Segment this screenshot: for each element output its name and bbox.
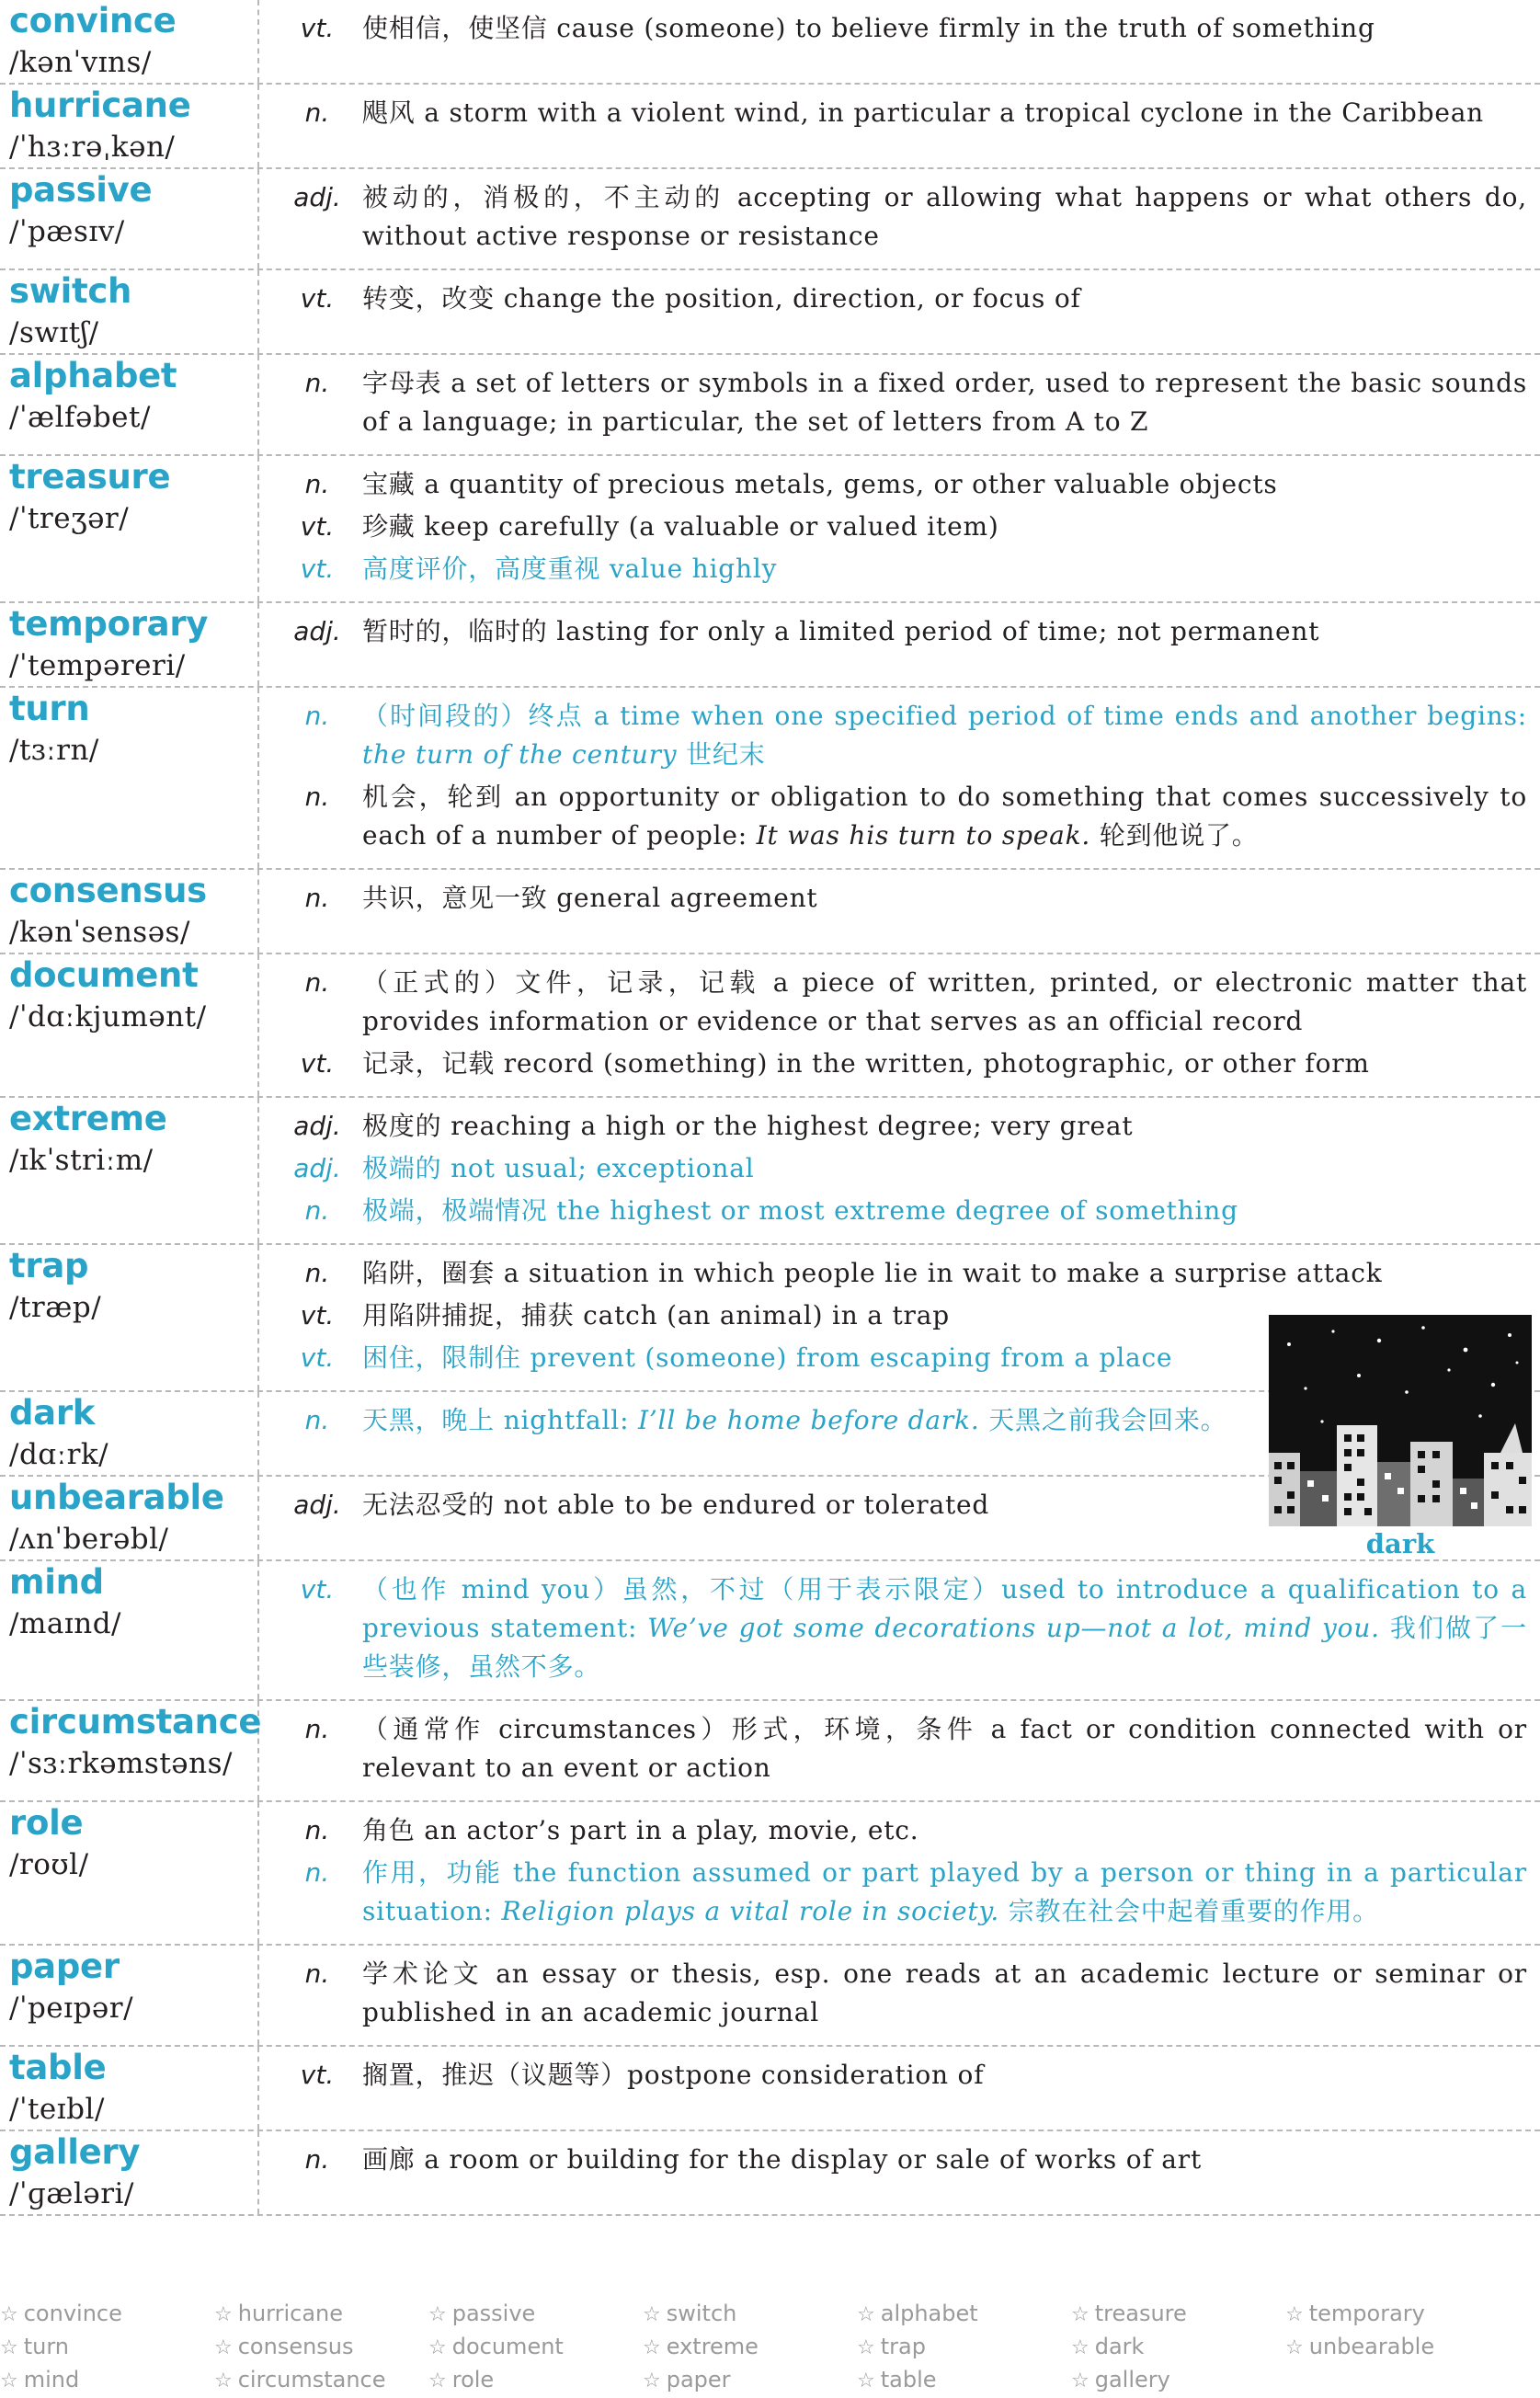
- definition: 极端的 not usual; exceptional: [362, 1153, 755, 1183]
- word-column: [0, 355, 259, 454]
- definition-column: [259, 1701, 1540, 1800]
- definition-column: [259, 270, 1540, 353]
- review-word: gallery: [1094, 2367, 1170, 2392]
- sense: [272, 2056, 1527, 2095]
- sense: [272, 280, 1527, 318]
- review-item: [1285, 2330, 1500, 2363]
- part-of-speech: adj.: [293, 1490, 341, 1520]
- phonetic: /ˈælfəbet/: [9, 401, 151, 434]
- definition: 极端，极端情况 the highest or most extreme degree of something: [362, 1195, 1238, 1226]
- phonetic: /træp/: [9, 1291, 102, 1324]
- word-column: [0, 2047, 259, 2130]
- entry-paper: [0, 1946, 1540, 2047]
- star-icon: ☆: [857, 2303, 875, 2326]
- headword: circumstance: [9, 1702, 262, 1741]
- review-item: [857, 2363, 1071, 2396]
- star-icon: ☆: [643, 2336, 661, 2359]
- part-of-speech: vt.: [300, 1048, 335, 1079]
- definition-column: [259, 954, 1540, 1096]
- entry-document: [0, 954, 1540, 1098]
- definition: 搁置，推迟（议题等）postpone consideration of: [362, 2060, 985, 2090]
- review-item: [428, 2363, 643, 2396]
- review-row: [0, 2363, 1540, 2396]
- definition-column: [259, 1802, 1540, 1944]
- definition: 被动的，消极的，不主动的 accepting or allowing what happens or what others do, without active response or resistance: [362, 182, 1527, 251]
- example-translation: 世纪末: [677, 739, 766, 770]
- headword: passive: [9, 170, 153, 210]
- review-item: [214, 2297, 428, 2330]
- part-of-speech: n.: [304, 701, 330, 731]
- phonetic: /swɪtʃ/: [9, 316, 99, 349]
- headword: document: [9, 955, 199, 995]
- definition-text: [362, 508, 1527, 546]
- definition-text: [362, 1710, 1527, 1787]
- star-icon: ☆: [643, 2303, 661, 2326]
- word-column: [0, 603, 259, 686]
- phonetic: /dɑːrk/: [9, 1438, 109, 1471]
- part-of-speech: n.: [304, 469, 330, 499]
- part-of-speech: n.: [304, 1405, 330, 1435]
- phonetic: /ˈpeɪpər/: [9, 1992, 134, 2025]
- dark-illustration: [1269, 1315, 1532, 1559]
- word-column: [0, 1802, 259, 1944]
- review-item: [1285, 2297, 1500, 2330]
- night-city-illustration: [1269, 1315, 1532, 1526]
- star-icon: ☆: [857, 2336, 875, 2359]
- review-word: treasure: [1094, 2301, 1187, 2326]
- entry-mind: [0, 1561, 1540, 1701]
- headword: turn: [9, 689, 90, 728]
- review-item: [0, 2297, 214, 2330]
- example-sentence: the turn of the century: [362, 739, 678, 770]
- definition: 无法忍受的 not able to be endured or tolerated: [362, 1490, 990, 1520]
- part-of-speech: n.: [304, 97, 330, 128]
- definition: 学术论文 an essay or thesis, esp. one reads at an academic lecture or seminar or published in an academic journal: [362, 1958, 1527, 2027]
- definition: 记录，记载 record (something) in the written, photographic, or other form: [362, 1048, 1370, 1079]
- definition-column: [259, 85, 1540, 167]
- entry-hurricane: [0, 85, 1540, 169]
- definition-column: [259, 1098, 1540, 1243]
- definition-text: [362, 1401, 1251, 1440]
- definition-text: [362, 778, 1527, 855]
- example-sentence: Religion plays a vital role in society.: [501, 1896, 1000, 1926]
- review-item: [643, 2363, 857, 2396]
- definition-text: [362, 697, 1527, 774]
- star-icon: ☆: [643, 2369, 661, 2392]
- review-item: [1071, 2363, 1285, 2396]
- part-of-speech: vt.: [300, 1300, 335, 1330]
- definition-text: [362, 1570, 1527, 1686]
- part-of-speech: n.: [304, 1714, 330, 1744]
- part-of-speech: n.: [304, 2144, 330, 2175]
- headword: role: [9, 1803, 84, 1843]
- definition: 天黑，晚上 nightfall:: [362, 1405, 638, 1435]
- phonetic: /ʌnˈberəbl/: [9, 1523, 169, 1556]
- entry-extreme: [0, 1098, 1540, 1245]
- part-of-speech: n.: [304, 368, 330, 398]
- phonetic: /ˈsɜːrkəmstəns/: [9, 1747, 233, 1780]
- sense: [272, 1570, 1527, 1686]
- definition-text: [362, 1192, 1527, 1230]
- part-of-speech: vt.: [300, 2060, 335, 2090]
- word-column: [0, 0, 259, 83]
- word-column: [0, 1701, 262, 1800]
- part-of-speech: adj.: [293, 1153, 341, 1183]
- entry-switch: [0, 270, 1540, 355]
- definition-text: [362, 9, 1527, 48]
- definition-text: [362, 280, 1527, 318]
- word-column: [0, 270, 259, 353]
- definition-column: [259, 1561, 1540, 1699]
- example-sentence: I’ll be home before dark.: [638, 1405, 980, 1435]
- definition: （也作 mind you）虽然，不过（用于表示限定）used to introduce a qualification to a previous statement:: [362, 1574, 1527, 1643]
- part-of-speech: vt.: [300, 1574, 335, 1604]
- definition-text: [362, 465, 1527, 504]
- definition: 困住，限制住 prevent (someone) from escaping from a place: [362, 1342, 1173, 1373]
- review-item: [214, 2363, 428, 2396]
- review-item: [857, 2297, 1071, 2330]
- review-word: table: [880, 2367, 937, 2392]
- sense: [272, 9, 1527, 48]
- definition-column: [259, 2047, 1540, 2130]
- sense: [272, 2141, 1527, 2179]
- sense: [272, 1192, 1527, 1230]
- example-translation: 我们做了一些装修，虽然不多。: [362, 1613, 1527, 1682]
- star-icon: ☆: [428, 2303, 447, 2326]
- word-column: [0, 688, 259, 868]
- definition: 使相信，使坚信 cause (someone) to believe firmly in the truth of something: [362, 13, 1375, 43]
- definition: 字母表 a set of letters or symbols in a fixed order, used to represent the basic sounds of a language; in particular, the set of letters from A to Z: [362, 368, 1527, 437]
- definition: 转变，改变 change the position, direction, or focus of: [362, 283, 1081, 314]
- part-of-speech: vt.: [300, 283, 335, 314]
- review-word: document: [451, 2334, 564, 2359]
- phonetic: /kənˈvɪns/: [9, 46, 152, 79]
- star-icon: ☆: [0, 2303, 18, 2326]
- headword: consensus: [9, 871, 207, 910]
- sense: [272, 1254, 1527, 1293]
- definition-text: [362, 964, 1527, 1041]
- headword: trap: [9, 1246, 89, 1285]
- phonetic: /ˈteɪbl/: [9, 2093, 105, 2126]
- entry-temporary: [0, 603, 1540, 688]
- headword: dark: [9, 1393, 96, 1433]
- sense: [272, 879, 1527, 918]
- star-icon: ☆: [214, 2369, 233, 2392]
- review-item: [0, 2363, 214, 2396]
- headword: alphabet: [9, 356, 177, 395]
- definition-text: [362, 364, 1527, 441]
- review-item: [0, 2330, 214, 2363]
- part-of-speech: vt.: [300, 1342, 335, 1373]
- phonetic: /tɜːrn/: [9, 734, 99, 767]
- review-word: trap: [880, 2334, 926, 2359]
- definition: （通常作 circumstances）形式，环境，条件 a fact or condition connected with or relevant to an event or action: [362, 1714, 1527, 1783]
- review-word: temporary: [1308, 2301, 1425, 2326]
- review-item: [428, 2297, 643, 2330]
- sense: [272, 1107, 1527, 1146]
- review-word: dark: [1094, 2334, 1145, 2359]
- entry-turn: [0, 688, 1540, 870]
- review-row: [0, 2297, 1540, 2330]
- entry-alphabet: [0, 355, 1540, 456]
- definition-text: [362, 2141, 1527, 2179]
- definition: （时间段的）终点 a time when one specified period of time ends and another begins:: [362, 701, 1527, 731]
- star-icon: ☆: [1285, 2336, 1304, 2359]
- headword: paper: [9, 1947, 120, 1986]
- definition-text: [362, 1811, 1527, 1850]
- definition-column: [259, 355, 1540, 454]
- entry-consensus: [0, 870, 1540, 954]
- example-sentence: We’ve got some decorations up—not a lot, mind you.: [647, 1613, 1380, 1643]
- word-column: [0, 169, 259, 268]
- definition: 用陷阱捕捉，捕获 catch (an animal) in a trap: [362, 1300, 950, 1330]
- definition: 暂时的，临时的 lasting for only a limited period of time; not permanent: [362, 616, 1320, 646]
- review-item: [643, 2330, 857, 2363]
- illustration-caption: dark: [1365, 1528, 1435, 1559]
- definition-text: [362, 879, 1527, 918]
- definition-column: [259, 169, 1540, 268]
- part-of-speech: vt.: [300, 511, 335, 542]
- review-word: convince: [23, 2301, 122, 2326]
- definition-text: [362, 178, 1527, 256]
- headword: mind: [9, 1562, 104, 1602]
- headword: unbearable: [9, 1478, 224, 1517]
- phonetic: /ˈtempəreri/: [9, 649, 186, 682]
- definition: 极度的 reaching a high or the highest degree; very great: [362, 1111, 1134, 1141]
- sense: [272, 1854, 1527, 1931]
- part-of-speech: adj.: [293, 182, 341, 212]
- review-word: consensus: [237, 2334, 354, 2359]
- review-row: [0, 2330, 1540, 2363]
- word-column: [0, 2131, 259, 2214]
- word-column: [0, 1245, 259, 1390]
- entry-gallery: [0, 2131, 1540, 2216]
- sense: [272, 1955, 1527, 2032]
- sense: [272, 94, 1527, 132]
- phonetic: /maɪnd/: [9, 1607, 121, 1640]
- definition: 陷阱，圈套 a situation in which people lie in wait to make a surprise attack: [362, 1258, 1383, 1288]
- phonetic: /kənˈsensəs/: [9, 916, 190, 949]
- example-translation: 轮到他说了。: [1090, 820, 1259, 851]
- phonetic: /ˈdɑːkjumənt/: [9, 1000, 207, 1033]
- entry-table: [0, 2047, 1540, 2131]
- review-word: alphabet: [880, 2301, 978, 2326]
- sense: [272, 1149, 1527, 1188]
- sense: [272, 1045, 1527, 1083]
- phonetic: /ˈpæsɪv/: [9, 215, 125, 248]
- part-of-speech: n.: [304, 1857, 330, 1888]
- headword: gallery: [9, 2132, 141, 2172]
- example-translation: 天黑之前我会回来。: [979, 1405, 1227, 1435]
- star-icon: ☆: [214, 2336, 233, 2359]
- part-of-speech: vt.: [300, 554, 335, 584]
- headword: switch: [9, 271, 132, 311]
- review-word: paper: [666, 2367, 731, 2392]
- part-of-speech: n.: [304, 1195, 330, 1226]
- definition: 高度评价，高度重视 value highly: [362, 554, 778, 584]
- definition-column: [259, 603, 1540, 686]
- review-item: [643, 2297, 857, 2330]
- phonetic: /ˈtreʒər/: [9, 502, 130, 535]
- part-of-speech: n.: [304, 1258, 330, 1288]
- part-of-speech: n.: [304, 782, 330, 812]
- star-icon: ☆: [428, 2369, 447, 2392]
- definition-column: [259, 870, 1540, 953]
- star-icon: ☆: [1285, 2303, 1304, 2326]
- headword: temporary: [9, 604, 209, 644]
- entry-convince: [0, 0, 1540, 85]
- definition: （正式的）文件，记录，记载 a piece of written, printed, or electronic matter that provides information or evidence or that serves as an official record: [362, 967, 1527, 1036]
- sense: [272, 612, 1527, 651]
- definition: 宝藏 a quantity of precious metals, gems, or other valuable objects: [362, 469, 1278, 499]
- star-icon: ☆: [214, 2303, 233, 2326]
- phonetic: /ˈhɜːrəˌkən/: [9, 131, 176, 164]
- sense: [272, 778, 1527, 855]
- definition-text: [362, 550, 1527, 588]
- part-of-speech: n.: [304, 883, 330, 913]
- review-word: unbearable: [1308, 2334, 1435, 2359]
- word-column: [0, 85, 259, 167]
- part-of-speech: adj.: [293, 1111, 341, 1141]
- definition-column: [259, 2131, 1540, 2214]
- part-of-speech: n.: [304, 967, 330, 998]
- entry-role: [0, 1802, 1540, 1946]
- word-column: [0, 1561, 259, 1699]
- word-column: [0, 1098, 259, 1243]
- sense: [272, 178, 1527, 256]
- definition-text: [362, 1254, 1527, 1293]
- definition-text: [362, 1955, 1527, 2032]
- review-item: [428, 2330, 643, 2363]
- word-column: [0, 1477, 259, 1559]
- star-icon: ☆: [428, 2336, 447, 2359]
- definition: 角色 an actor’s part in a play, movie, etc.: [362, 1815, 919, 1845]
- definition-text: [362, 1149, 1527, 1188]
- definition-text: [362, 94, 1527, 132]
- word-column: [0, 954, 259, 1096]
- headword: convince: [9, 1, 177, 40]
- headword: hurricane: [9, 86, 191, 125]
- entry-passive: [0, 169, 1540, 270]
- sense: [272, 465, 1527, 504]
- definition: 飓风 a storm with a violent wind, in particular a tropical cyclone in the Caribbean: [362, 97, 1485, 128]
- part-of-speech: n.: [304, 1958, 330, 1989]
- phonetic: /roʊl/: [9, 1848, 89, 1881]
- star-icon: ☆: [1071, 2303, 1089, 2326]
- sense: [272, 964, 1527, 1041]
- review-item: [1071, 2297, 1285, 2330]
- definition-column: [259, 1946, 1540, 2045]
- star-icon: ☆: [1071, 2369, 1089, 2392]
- example-translation: 宗教在社会中起着重要的作用。: [999, 1896, 1379, 1926]
- definition-column: [259, 0, 1540, 83]
- star-icon: ☆: [0, 2369, 18, 2392]
- word-column: [0, 870, 259, 953]
- definition-text: [362, 612, 1527, 651]
- headword: extreme: [9, 1099, 167, 1138]
- definition-column: [259, 688, 1540, 868]
- review-word: mind: [23, 2367, 80, 2392]
- word-column: [0, 1392, 259, 1475]
- definition-text: [362, 1854, 1527, 1931]
- definition: 共识，意见一致 general agreement: [362, 883, 818, 913]
- part-of-speech: n.: [304, 1815, 330, 1845]
- review-word: switch: [666, 2301, 737, 2326]
- headword: table: [9, 2048, 107, 2087]
- review-word-list: [0, 2297, 1540, 2396]
- star-icon: ☆: [857, 2369, 875, 2392]
- review-word: role: [451, 2367, 495, 2392]
- review-item: [214, 2330, 428, 2363]
- sense: [272, 550, 1527, 588]
- definition-text: [362, 1107, 1527, 1146]
- part-of-speech: adj.: [293, 616, 341, 646]
- sense: [272, 364, 1527, 441]
- definition: 作用，功能 the function assumed or part played by a person or thing in a particular situation:: [362, 1857, 1527, 1926]
- star-icon: ☆: [1071, 2336, 1089, 2359]
- definition: 画廊 a room or building for the display or sale of works of art: [362, 2144, 1203, 2175]
- phonetic: /ɪkˈstriːm/: [9, 1144, 154, 1177]
- star-icon: ☆: [0, 2336, 18, 2359]
- definition-text: [362, 2056, 1527, 2095]
- review-word: passive: [451, 2301, 536, 2326]
- review-word: hurricane: [237, 2301, 344, 2326]
- word-column: [0, 456, 259, 601]
- word-column: [0, 1946, 259, 2045]
- review-item: [857, 2330, 1071, 2363]
- definition: 机会，轮到 an opportunity or obligation to do something that comes successively to each of a number of people:: [362, 782, 1527, 851]
- entry-circumstance: [0, 1701, 1540, 1802]
- entry-treasure: [0, 456, 1540, 603]
- part-of-speech: vt.: [300, 13, 335, 43]
- sense: [272, 508, 1527, 546]
- headword: treasure: [9, 457, 171, 497]
- sense: [272, 1811, 1527, 1850]
- review-word: turn: [23, 2334, 70, 2359]
- sense: [272, 697, 1527, 774]
- definition: 珍藏 keep carefully (a valuable or valued item): [362, 511, 999, 542]
- example-sentence: It was his turn to speak.: [756, 820, 1091, 851]
- definition-column: [259, 456, 1540, 601]
- review-word: circumstance: [237, 2367, 386, 2392]
- sense: [272, 1710, 1527, 1787]
- review-word: extreme: [666, 2334, 759, 2359]
- review-item: [1071, 2330, 1285, 2363]
- definition-text: [362, 1045, 1527, 1083]
- phonetic: /ˈɡæləri/: [9, 2177, 134, 2210]
